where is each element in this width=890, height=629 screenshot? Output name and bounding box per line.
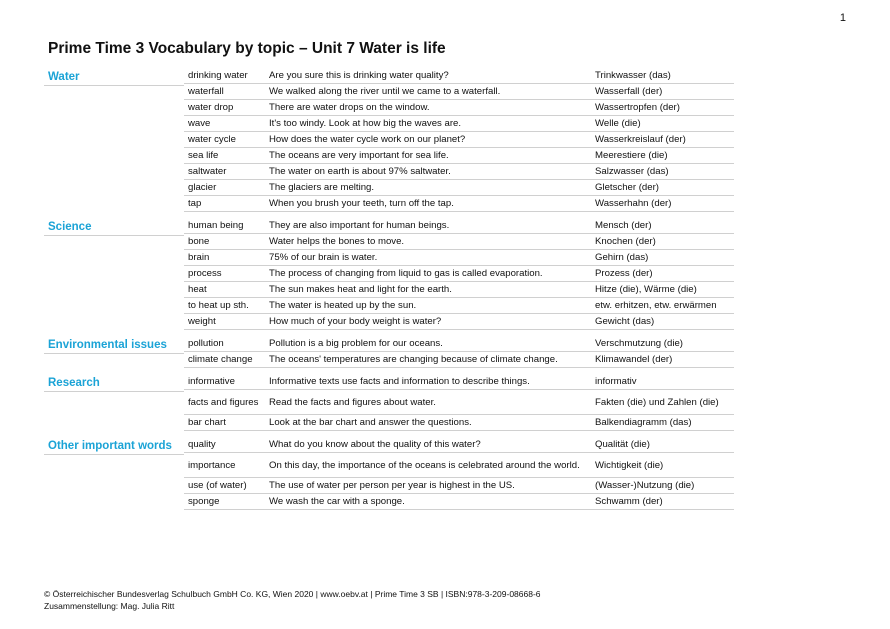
german-translation: Welle (die) <box>595 118 641 129</box>
section-heading: Research <box>44 374 184 392</box>
german-translation: Verschmutzung (die) <box>595 338 683 349</box>
example-sentence: How much of your body weight is water? <box>269 316 442 327</box>
german-translation: Fakten (die) und Zahlen (die) <box>595 396 719 408</box>
vocab-row <box>184 84 734 100</box>
example-sentence: There are water drops on the window. <box>269 102 430 113</box>
german-translation: Meerestiere (die) <box>595 150 668 161</box>
vocab-row <box>184 437 734 453</box>
german-translation: Wassertropfen (der) <box>595 102 680 113</box>
vocab-row <box>184 352 734 368</box>
vocab-word: sea life <box>188 150 219 161</box>
vocab-rows <box>184 437 734 510</box>
vocab-word: human being <box>188 220 244 231</box>
vocab-word: saltwater <box>188 166 227 177</box>
vocab-row <box>184 196 734 212</box>
example-sentence: We walked along the river until we came to a waterfall. <box>269 86 501 97</box>
vocab-section <box>44 336 734 368</box>
example-sentence: What do you know about the quality of this water? <box>269 439 481 450</box>
vocab-row <box>184 132 734 148</box>
vocab-row <box>184 148 734 164</box>
vocab-row <box>184 478 734 494</box>
vocab-row <box>184 390 734 415</box>
german-translation: Qualität (die) <box>595 439 650 450</box>
example-sentence: 75% of our brain is water. <box>269 252 378 263</box>
german-translation: Hitze (die), Wärme (die) <box>595 284 697 295</box>
example-sentence: The process of changing from liquid to gas is called evaporation. <box>269 268 543 279</box>
vocab-row <box>184 298 734 314</box>
vocab-word: importance <box>188 459 236 471</box>
example-sentence: Are you sure this is drinking water quality? <box>269 70 449 81</box>
vocab-word: informative <box>188 376 235 387</box>
vocab-row <box>184 374 734 390</box>
german-translation: Trinkwasser (das) <box>595 70 671 81</box>
vocab-word: weight <box>188 316 216 327</box>
example-sentence: We wash the car with a sponge. <box>269 496 405 507</box>
vocab-row <box>184 282 734 298</box>
vocab-row <box>184 266 734 282</box>
vocab-word: wave <box>188 118 211 129</box>
section-heading: Other important words <box>44 437 184 455</box>
vocab-word: quality <box>188 439 216 450</box>
vocab-word: heat <box>188 284 207 295</box>
section-heading: Environmental issues <box>44 336 184 354</box>
vocab-word: waterfall <box>188 86 224 97</box>
example-sentence: How does the water cycle work on our planet? <box>269 134 466 145</box>
vocab-row <box>184 68 734 84</box>
vocab-section <box>44 374 734 431</box>
vocab-word: water cycle <box>188 134 236 145</box>
section-heading: Water <box>44 68 184 86</box>
vocab-word: glacier <box>188 182 217 193</box>
german-translation: Gletscher (der) <box>595 182 659 193</box>
example-sentence: Water helps the bones to move. <box>269 236 405 247</box>
vocab-row <box>184 415 734 431</box>
vocab-word: tap <box>188 198 202 209</box>
section-heading: Science <box>44 218 184 236</box>
vocab-word: sponge <box>188 496 220 507</box>
german-translation: Salzwasser (das) <box>595 166 669 177</box>
example-sentence: The oceans' temperatures are changing because of climate change. <box>269 354 558 365</box>
vocab-word: brain <box>188 252 210 263</box>
german-translation: Mensch (der) <box>595 220 652 231</box>
vocab-word: facts and figures <box>188 396 259 408</box>
german-translation: Balkendiagramm (das) <box>595 417 692 428</box>
vocab-section <box>44 437 734 510</box>
vocab-word: to heat up sth. <box>188 300 249 311</box>
vocab-row <box>184 218 734 234</box>
example-sentence: The water on earth is about 97% saltwater. <box>269 166 451 177</box>
vocab-word: use (of water) <box>188 480 247 491</box>
vocab-word: water drop <box>188 102 234 113</box>
example-sentence: Look at the bar chart and answer the questions. <box>269 417 472 428</box>
german-translation: etw. erhitzen, etw. erwärmen <box>595 300 717 311</box>
example-sentence: The glaciers are melting. <box>269 182 375 193</box>
vocab-word: drinking water <box>188 70 248 81</box>
german-translation: Schwamm (der) <box>595 496 663 507</box>
german-translation: Wasserkreislauf (der) <box>595 134 686 145</box>
german-translation: Klimawandel (der) <box>595 354 673 365</box>
vocabulary-list <box>44 68 734 516</box>
vocab-row <box>184 250 734 266</box>
german-translation: Prozess (der) <box>595 268 653 279</box>
vocab-row <box>184 116 734 132</box>
vocab-row <box>184 336 734 352</box>
footer-copyright: © Österreichischer Bundesverlag Schulbuch GmbH Co. KG, Wien 2020 | www.oebv.at | Prime Time 3 SB | ISBN:978-3-209-08668-6 <box>44 589 541 599</box>
vocab-row <box>184 314 734 330</box>
german-translation: informativ <box>595 376 637 387</box>
german-translation: (Wasser-)Nutzung (die) <box>595 480 695 491</box>
vocab-rows <box>184 336 734 368</box>
vocab-row <box>184 453 734 478</box>
example-sentence: The sun makes heat and light for the earth. <box>269 284 452 295</box>
example-sentence: The oceans are very important for sea life. <box>269 150 449 161</box>
example-sentence: It's too windy. Look at how big the waves are. <box>269 118 462 129</box>
example-sentence: Pollution is a big problem for our oceans. <box>269 338 443 349</box>
german-translation: Wasserhahn (der) <box>595 198 672 209</box>
footer <box>44 588 541 612</box>
vocab-row <box>184 234 734 250</box>
example-sentence: Informative texts use facts and information to describe things. <box>269 376 530 387</box>
page-title: Prime Time 3 Vocabulary by topic – Unit 7 Water is life <box>48 40 446 57</box>
vocab-word: bone <box>188 236 210 247</box>
vocab-word: climate change <box>188 354 253 365</box>
german-translation: Wichtigkeit (die) <box>595 459 664 471</box>
example-sentence: Read the facts and figures about water. <box>269 396 436 408</box>
example-sentence: The use of water per person per year is highest in the US. <box>269 480 515 491</box>
example-sentence: On this day, the importance of the oceans is celebrated around the world. <box>269 459 580 471</box>
vocab-section <box>44 218 734 330</box>
vocab-rows <box>184 68 734 212</box>
german-translation: Wasserfall (der) <box>595 86 663 97</box>
vocab-row <box>184 164 734 180</box>
vocab-row <box>184 494 734 510</box>
vocab-row <box>184 180 734 196</box>
vocab-word: pollution <box>188 338 224 349</box>
vocab-word: bar chart <box>188 417 226 428</box>
vocab-section <box>44 68 734 212</box>
german-translation: Gehirn (das) <box>595 252 649 263</box>
german-translation: Gewicht (das) <box>595 316 655 327</box>
vocab-rows <box>184 374 734 431</box>
example-sentence: They are also important for human beings. <box>269 220 450 231</box>
page-number: 1 <box>839 12 846 24</box>
example-sentence: The water is heated up by the sun. <box>269 300 417 311</box>
footer-compiler: Zusammenstellung: Mag. Julia Ritt <box>44 601 175 611</box>
german-translation: Knochen (der) <box>595 236 656 247</box>
vocab-word: process <box>188 268 222 279</box>
vocab-row <box>184 100 734 116</box>
example-sentence: When you brush your teeth, turn off the tap. <box>269 198 454 209</box>
vocab-rows <box>184 218 734 330</box>
